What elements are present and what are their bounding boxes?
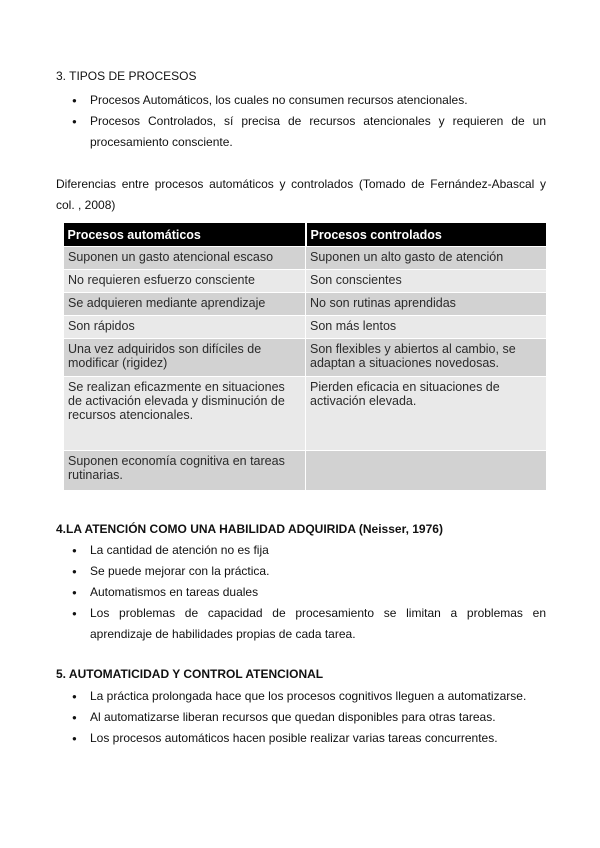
table-cell: Una vez adquiridos son difíciles de modificar (rigidez) bbox=[64, 339, 306, 377]
list-item: ● Al automatizarse liberan recursos que quedan disponibles para otras tareas. bbox=[72, 707, 546, 728]
list-item: ● Procesos Automáticos, los cuales no consumen recursos atencionales. bbox=[72, 90, 546, 111]
list-item: ● Los procesos automáticos hacen posible realizar varias tareas concurrentes. bbox=[72, 728, 546, 749]
table-cell: Pierden eficacia en situaciones de activación elevada. bbox=[306, 377, 547, 451]
table-row bbox=[64, 316, 547, 339]
comparison-table bbox=[63, 223, 548, 491]
table-row bbox=[64, 339, 547, 377]
table-cell: Suponen economía cognitiva en tareas rutinarias. bbox=[64, 451, 306, 491]
section-4-bullet-list bbox=[72, 540, 546, 645]
table-row bbox=[64, 247, 547, 270]
section-5-bullet-list bbox=[72, 686, 546, 749]
list-item: ● Se puede mejorar con la práctica. bbox=[72, 561, 546, 582]
table-row bbox=[64, 293, 547, 316]
table-cell: Son más lentos bbox=[306, 316, 547, 339]
section-4-heading: 4.LA ATENCIÓN COMO UNA HABILIDAD ADQUIRIDA (Neisser, 1976) bbox=[56, 522, 443, 536]
table-cell: Suponen un alto gasto de atención bbox=[306, 247, 547, 270]
table-cell: Son conscientes bbox=[306, 270, 547, 293]
table-cell: Son rápidos bbox=[64, 316, 306, 339]
table-cell: Se realizan eficazmente en situaciones de activación elevada y disminución de recursos atencionales. bbox=[64, 377, 306, 451]
table-header-row bbox=[64, 223, 547, 247]
list-item: ● La práctica prolongada hace que los procesos cognitivos lleguen a automatizarse. bbox=[72, 686, 546, 707]
table-cell: Son flexibles y abiertos al cambio, se adaptan a situaciones novedosas. bbox=[306, 339, 547, 377]
list-item: ● Automatismos en tareas duales bbox=[72, 582, 546, 603]
table-row bbox=[64, 451, 547, 491]
section-5-heading: 5. AUTOMATICIDAD Y CONTROL ATENCIONAL bbox=[56, 667, 324, 681]
table-cell: Se adquieren mediante aprendizaje bbox=[64, 293, 306, 316]
section-3-bullet-list bbox=[72, 90, 546, 153]
table-intro-paragraph: Diferencias entre procesos automáticos y controlados (Tomado de Fernández-Abascal y col. , 2008) bbox=[56, 177, 546, 212]
column-header-automatic: Procesos automáticos bbox=[64, 223, 306, 247]
list-item: ● Procesos Controlados, sí precisa de recursos atencionales y requieren de un procesamiento consciente. bbox=[72, 111, 546, 153]
list-item: ● La cantidad de atención no es fija bbox=[72, 540, 546, 561]
table-cell: Suponen un gasto atencional escaso bbox=[64, 247, 306, 270]
column-header-controlled: Procesos controlados bbox=[306, 223, 547, 247]
table-row bbox=[64, 377, 547, 451]
table-cell: No requieren esfuerzo consciente bbox=[64, 270, 306, 293]
table-cell: No son rutinas aprendidas bbox=[306, 293, 547, 316]
section-3-heading: 3. TIPOS DE PROCESOS bbox=[56, 69, 197, 83]
table-cell bbox=[306, 451, 547, 491]
table-row bbox=[64, 270, 547, 293]
list-item: ● Los problemas de capacidad de procesamiento se limitan a problemas en aprendizaje de habilidades propias de cada tarea. bbox=[72, 603, 546, 645]
